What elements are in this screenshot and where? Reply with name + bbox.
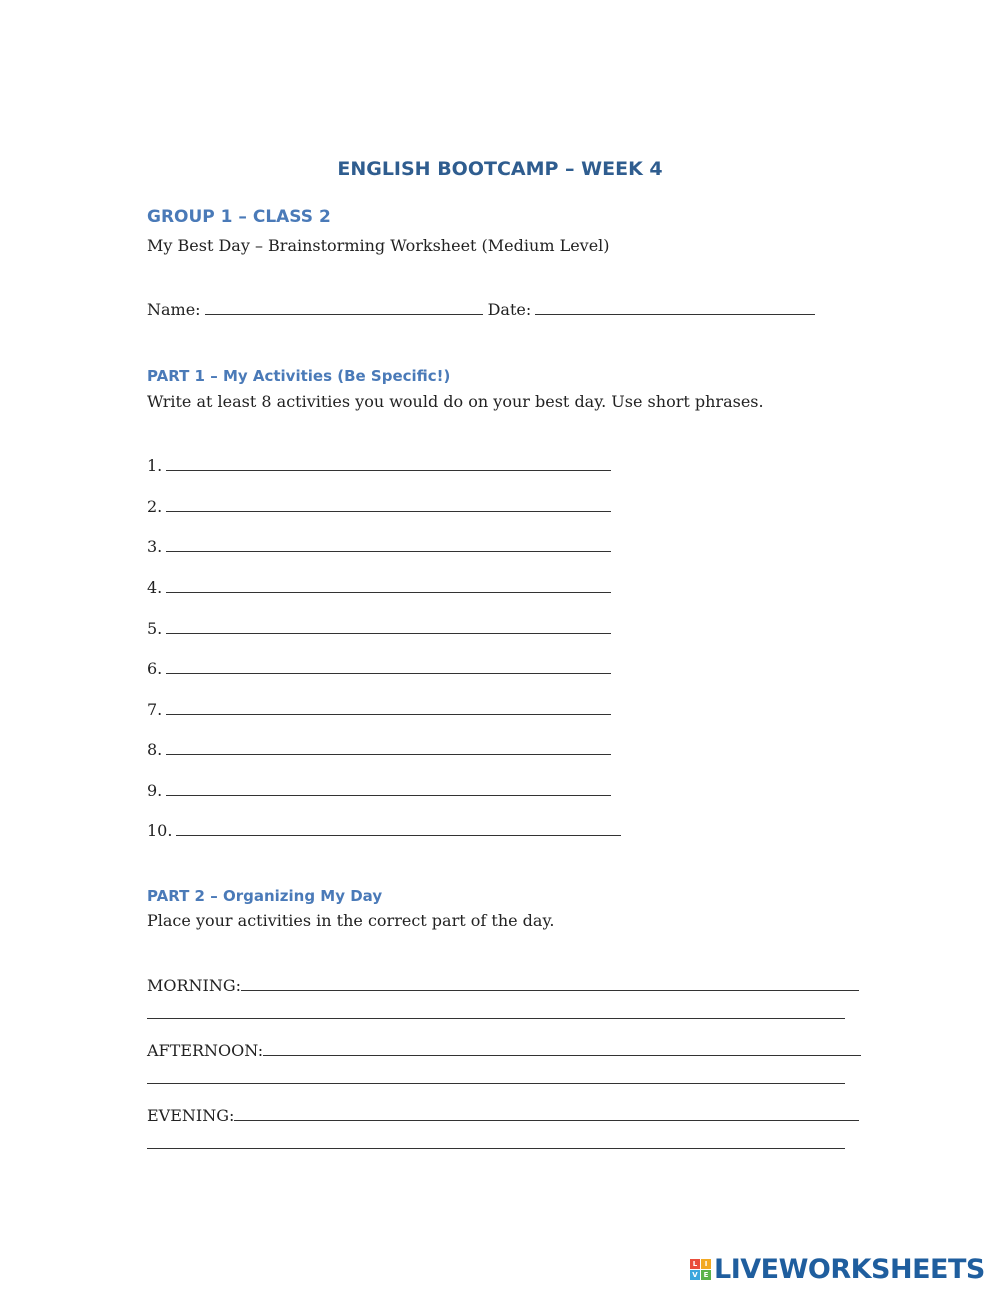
morning-label: MORNING:: [147, 976, 242, 995]
activity-number: 6.: [147, 659, 163, 678]
activity-field-7[interactable]: [166, 700, 611, 715]
activity-row-1: [147, 456, 611, 475]
activity-field-9[interactable]: [166, 781, 611, 796]
part1-heading: PART 1 – My Activities (Be Specific!): [147, 367, 451, 385]
activity-field-4[interactable]: [166, 578, 611, 593]
afternoon-label: AFTERNOON:: [147, 1041, 264, 1060]
worksheet-subtitle: My Best Day – Brainstorming Worksheet (Medium Level): [147, 236, 610, 255]
activity-field-5[interactable]: [166, 619, 611, 634]
part2-instructions: Place your activities in the correct part of the day.: [147, 911, 555, 930]
morning-row: [147, 976, 859, 995]
logo-text: LIVEWORKSHEETS: [714, 1254, 985, 1285]
morning-field[interactable]: [241, 976, 859, 991]
morning-extra-line[interactable]: [147, 1018, 845, 1019]
name-field[interactable]: [205, 300, 483, 315]
activity-number: 10.: [147, 821, 173, 840]
activity-field-3[interactable]: [166, 537, 611, 552]
evening-label: EVENING:: [147, 1106, 235, 1125]
activity-number: 4.: [147, 578, 163, 597]
activity-field-1[interactable]: [166, 456, 611, 471]
part1-instructions: Write at least 8 activities you would do on your best day. Use short phrases.: [147, 392, 764, 411]
worksheet-title: ENGLISH BOOTCAMP – WEEK 4: [337, 158, 663, 180]
activity-number: 3.: [147, 537, 163, 556]
activity-number: 5.: [147, 619, 163, 638]
evening-extra-line[interactable]: [147, 1148, 845, 1149]
activity-field-8[interactable]: [166, 740, 611, 755]
activity-row-6: [147, 659, 611, 678]
activity-row-3: [147, 537, 611, 556]
part2-heading: PART 2 – Organizing My Day: [147, 887, 383, 905]
activity-row-9: [147, 781, 611, 800]
activity-number: 7.: [147, 700, 163, 719]
evening-row: [147, 1106, 859, 1125]
liveworksheets-logo[interactable]: [690, 1254, 985, 1285]
logo-mark-i: I: [701, 1259, 711, 1269]
activity-row-8: [147, 740, 611, 759]
name-date-row: [147, 300, 815, 319]
evening-field[interactable]: [234, 1106, 859, 1121]
group-heading: GROUP 1 – CLASS 2: [147, 207, 331, 227]
activity-row-2: [147, 497, 611, 516]
date-field[interactable]: [535, 300, 815, 315]
activity-row-5: [147, 619, 611, 638]
afternoon-row: [147, 1041, 861, 1060]
activity-field-6[interactable]: [166, 659, 611, 674]
activity-number: 8.: [147, 740, 163, 759]
activity-field-2[interactable]: [166, 497, 611, 512]
name-label: Name:: [147, 300, 201, 319]
activity-number: 2.: [147, 497, 163, 516]
activity-field-10[interactable]: [176, 821, 621, 836]
activity-row-4: [147, 578, 611, 597]
logo-mark-v: V: [690, 1270, 700, 1280]
logo-mark-l: L: [690, 1259, 700, 1269]
date-label: Date:: [487, 300, 532, 319]
afternoon-field[interactable]: [263, 1041, 861, 1056]
activity-row-7: [147, 700, 611, 719]
activity-number: 9.: [147, 781, 163, 800]
activity-row-10: [147, 821, 621, 840]
logo-mark-icon: [690, 1259, 711, 1280]
logo-mark-e: E: [701, 1270, 711, 1280]
activity-number: 1.: [147, 456, 163, 475]
afternoon-extra-line[interactable]: [147, 1083, 845, 1084]
